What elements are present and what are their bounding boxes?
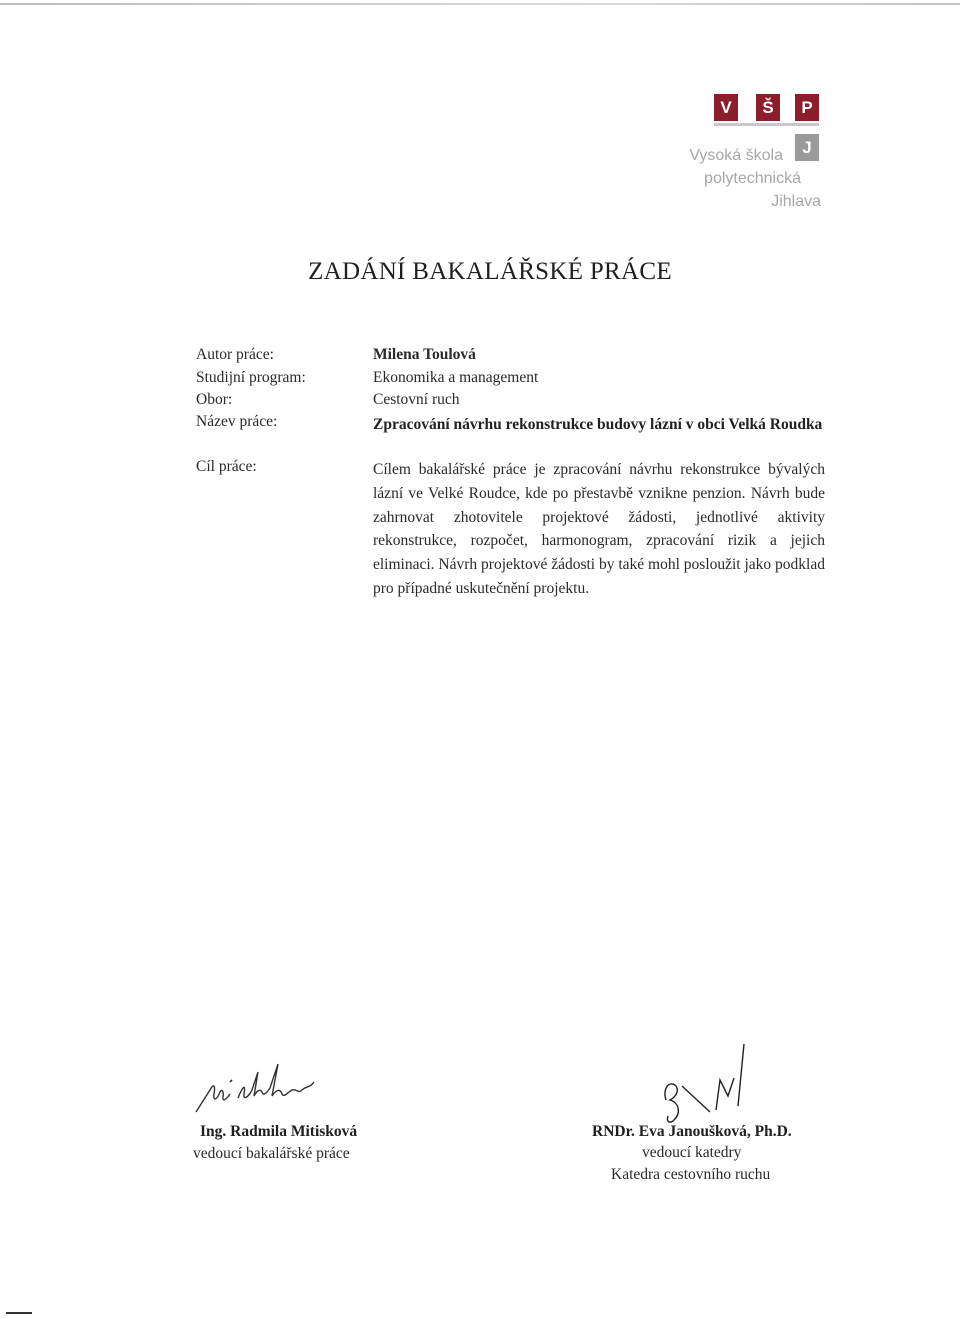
author-label: Autor práce: bbox=[196, 346, 274, 363]
logo-letter-j: J bbox=[795, 134, 819, 161]
thesis-title-label: Název práce: bbox=[196, 413, 278, 430]
scan-edge-bottom bbox=[6, 1312, 32, 1314]
head-signature bbox=[648, 1040, 758, 1132]
supervisor-role: vedoucí bakalářské práce bbox=[193, 1145, 350, 1162]
logo-school-name bbox=[689, 144, 821, 213]
program-label: Studijní program: bbox=[196, 369, 306, 386]
logo-divider bbox=[714, 123, 819, 126]
logo-letter-s: Š bbox=[756, 94, 780, 121]
field-label: Obor: bbox=[196, 391, 233, 408]
document-title: ZADÁNÍ BAKALÁŘSKÉ PRÁCE bbox=[308, 258, 672, 285]
logo-name-line-1: Vysoká škola bbox=[689, 147, 783, 164]
goal-label: Cíl práce: bbox=[196, 458, 257, 475]
program-value: Ekonomika a management bbox=[373, 369, 539, 386]
logo-name-line-3: Jihlava bbox=[771, 193, 821, 210]
school-logo bbox=[650, 94, 825, 214]
thesis-title-value: Zpracování návrhu rekonstrukce budovy lázní v obci Velká Roudka bbox=[373, 416, 823, 433]
supervisor-signature bbox=[186, 1042, 356, 1122]
field-value: Cestovní ruch bbox=[373, 391, 460, 408]
scan-edge-top bbox=[0, 3, 960, 5]
head-role: vedoucí katedry bbox=[642, 1144, 742, 1161]
supervisor-name: Ing. Radmila Mitisková bbox=[200, 1123, 358, 1140]
logo-name-line-2: polytechnická bbox=[704, 170, 801, 187]
head-name: RNDr. Eva Janoušková, Ph.D. bbox=[592, 1123, 792, 1140]
logo-letter-v: V bbox=[714, 94, 738, 121]
author-value: Milena Toulová bbox=[373, 346, 476, 363]
head-department: Katedra cestovního ruchu bbox=[611, 1166, 771, 1183]
goal-value: Cílem bakalářské práce je zpracování návrhu rekonstrukce bývalých lázní ve Velké Roudce, kde po přestavbě vznikne penzion. Návrh bude zahrnovat zhotovitele projektové žádosti, jednotlivé aktivity rekonstrukce, rozpočet, harmonogram, zpracování rizik a jejich eliminaci. Návrh projektové žádosti by také mohl posloužit jako podklad pro případné uskutečnění projektu. bbox=[373, 461, 825, 597]
logo-letter-p: P bbox=[795, 94, 819, 121]
